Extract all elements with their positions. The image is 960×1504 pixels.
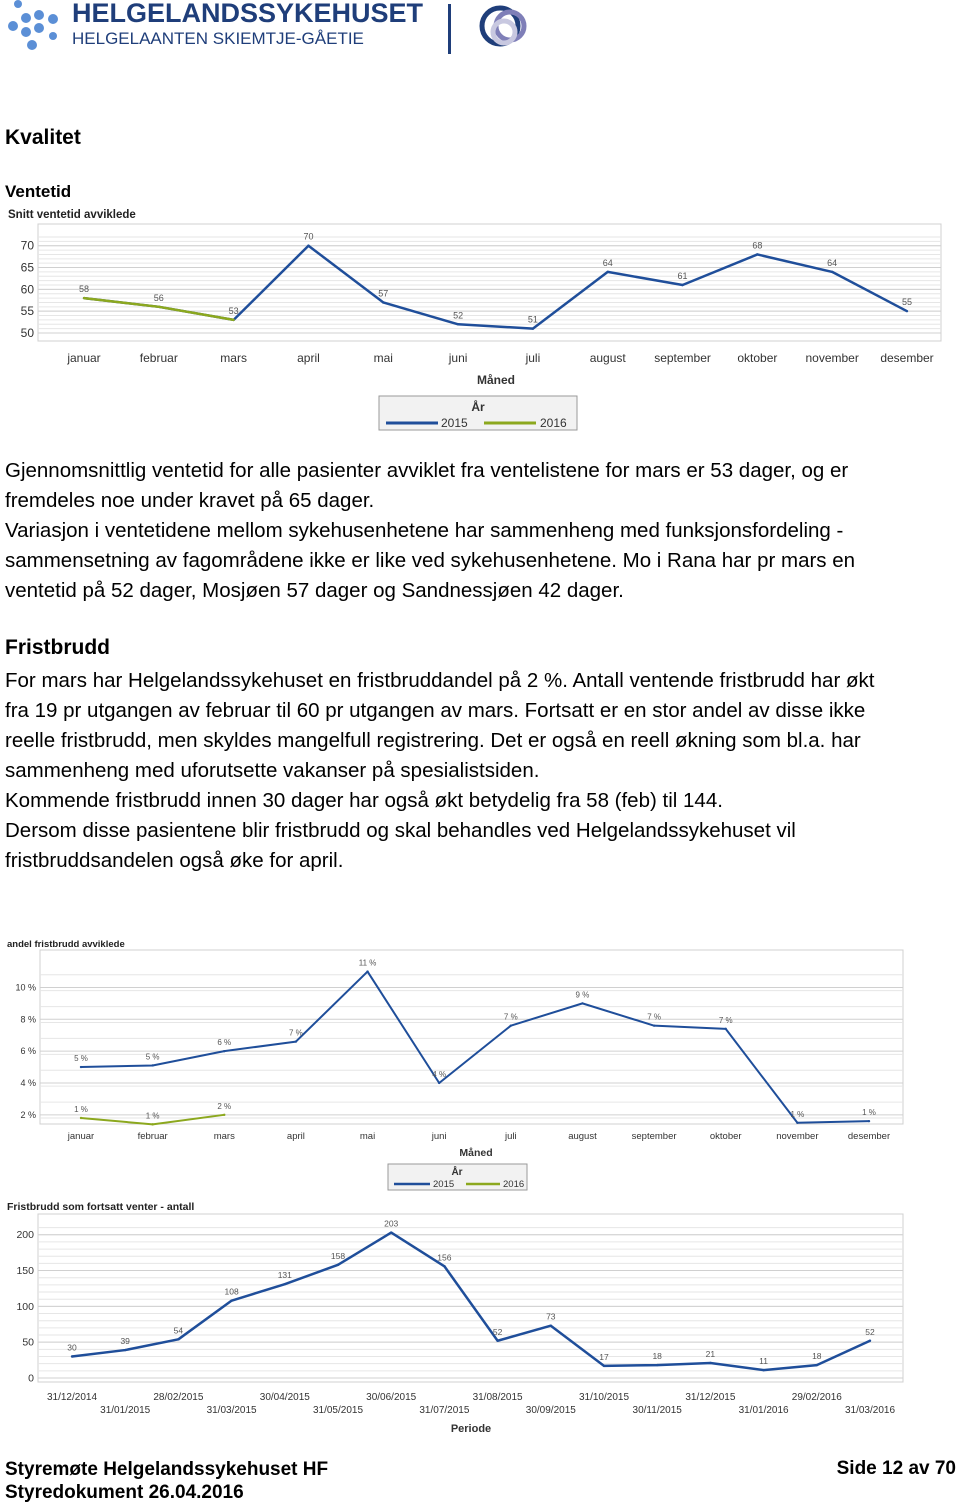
c1-data-point [607,271,609,273]
c2-x-tick-label: februar [137,1131,168,1142]
c2-data-point [223,1114,225,1116]
c1-y-tick-label: 50 [20,326,34,340]
c2-data-point [796,1122,798,1124]
c2-y-tick-label: 8 % [20,1014,36,1025]
c2-x-tick-label: mai [359,1131,376,1142]
text-line: For mars har Helgelandssykehuset en fristbruddandel på 2 %. Antall ventende fristbrudd har økt [5,669,875,692]
c2-data-point [223,1050,225,1052]
c2-data-point [366,970,368,972]
chart2-legend-label-2015: 2015 [433,1179,455,1190]
chart-snitt-ventetid [0,204,960,434]
c1-y-tick-label: 65 [20,260,34,275]
c2-plot-frame [40,950,903,1124]
chart2-title: andel fristbrudd avviklede [7,939,125,950]
c3-data-point [869,1340,871,1342]
c2-data-label: 7 % [718,1015,733,1025]
c1-data-point [831,271,833,273]
c2-data-label: 4 % [432,1069,447,1079]
c2-data-point [653,1024,655,1026]
c1-data-point [83,297,85,299]
c1-x-tick-label: mai [373,351,393,365]
c1-y-tick-label: 70 [20,238,34,253]
c1-x-tick-label: januar [67,351,101,365]
c2-data-label: 5 % [145,1052,160,1062]
c3-data-point [177,1338,179,1340]
chart1-legend-title: År [471,400,485,414]
c2-x-tick-label: november [776,1131,819,1142]
c3-data-point [496,1340,498,1342]
c3-x-tick-label: 29/02/2016 [791,1392,842,1403]
text-line: Variasjon i ventetidene mellom sykehusenhetene har sammenheng med funksjonsfordeling - [5,519,844,542]
chart2-xlabel: Måned [459,1147,493,1159]
c1-x-tick-label: april [297,351,320,365]
text-line: Gjennomsnittlig ventetid for alle pasienter avviklet fra ventelistene for mars er 53 dager, og er [5,459,849,482]
c2-y-tick-label: 2 % [20,1109,36,1120]
c3-data-label: 108 [224,1286,239,1297]
chart3-title: Fristbrudd som fortsatt venter - antall [7,1201,195,1213]
c2-x-tick-label: mars [213,1131,235,1142]
c1-x-tick-label: oktober [737,351,778,365]
c3-x-tick-label: 31/12/2015 [685,1392,736,1403]
c3-data-label: 39 [120,1336,130,1347]
c2-data-label: 1 % [790,1109,805,1119]
c2-x-tick-label: oktober [709,1131,742,1142]
chart3-xlabel: Periode [450,1423,492,1435]
c2-x-tick-label: desember [847,1131,891,1142]
c3-x-tick-label: 30/09/2015 [525,1405,576,1416]
org-name: HELGELANDSSYKEHUSET [72,0,424,28]
text-line: Kommende fristbrudd innen 30 dager har også økt betydelig fra 58 (feb) til 144. [5,789,723,812]
c2-data-point [151,1123,153,1125]
c2-data-point [868,1120,870,1122]
c3-data-point [656,1364,658,1366]
c2-x-tick-label: juli [505,1131,517,1142]
c1-data-label: 57 [378,288,389,299]
logo-dots-icon [8,0,58,50]
c1-data-label: 70 [303,231,314,242]
c3-data-point [443,1265,445,1267]
c2-x-tick-label: august [568,1131,597,1142]
text-line: Dersom disse pasientene blir fristbrudd og skal behandles ved Helgelandssykehuset vil [5,819,796,842]
c2-data-label: 7 % [503,1012,518,1022]
logo-divider [448,4,451,54]
c1-x-tick-label: desember [880,351,934,365]
c3-data-label: 158 [330,1250,346,1261]
c2-x-tick-label: juni [431,1131,447,1142]
c3-data-label: 52 [492,1326,503,1337]
c1-data-label: 52 [453,310,464,321]
text-line: reelle fristbrudd, men skyldes mangelfull registrering. Det er også en reell økning som bl.a. har [5,729,861,752]
text-line: fra 19 pr utgangen av februar til 60 pr utgangen av mars. Fortsatt er en stor andel av disse ikke [5,699,866,722]
c1-data-point [307,245,309,247]
chart-fristbrudd-venter [0,1196,960,1438]
c3-data-point [284,1283,286,1285]
c3-x-tick-label: 31/10/2015 [578,1392,630,1403]
c3-x-tick-label: 31/07/2015 [419,1405,470,1416]
c3-x-tick-label: 28/02/2015 [153,1392,204,1403]
c3-data-point [337,1264,339,1266]
fristbrudd-paragraph [5,666,960,876]
c1-data-label: 56 [153,292,164,303]
c1-data-label: 53 [228,305,239,316]
c3-data-label: 54 [173,1325,184,1336]
c1-y-tick-label: 55 [20,304,34,319]
c3-x-tick-label: 31/03/2016 [844,1405,896,1416]
c2-data-point [80,1117,82,1119]
footer-document: Styredokument 26.04.2016 [5,1482,244,1503]
c1-data-label: 55 [901,297,913,308]
ventetid-paragraph [5,456,960,606]
c3-data-label: 18 [812,1351,822,1362]
c3-data-label: 17 [599,1351,609,1362]
c2-data-point [151,1064,153,1066]
c3-data-point [816,1364,818,1366]
c3-data-point [709,1362,711,1364]
chart2-legend-label-2016: 2016 [503,1179,525,1190]
c2-y-tick-label: 10 % [15,982,36,993]
c2-data-label: 7 % [289,1028,303,1038]
c3-x-tick-label: 31/12/2014 [46,1392,98,1403]
c1-x-tick-label: juli [525,351,541,365]
c3-data-label: 203 [384,1218,399,1229]
c1-y-tick-label: 60 [20,282,34,297]
c3-data-label: 18 [652,1351,662,1362]
c3-x-tick-label: 31/01/2016 [738,1405,789,1416]
chart1-title: Snitt ventetid avviklede [8,209,136,221]
c3-data-label: 21 [705,1348,716,1359]
c2-data-label: 1 % [862,1108,876,1118]
c3-data-label: 131 [277,1270,292,1281]
c1-x-tick-label: februar [139,351,178,365]
chart1-legend [379,396,577,430]
c2-data-label: 1 % [74,1105,88,1114]
c3-data-point [603,1365,605,1367]
c2-x-tick-label: januar [67,1131,95,1142]
c1-data-point [906,310,908,312]
certification-seal-icon [482,8,524,44]
c1-x-tick-label: august [589,351,626,365]
c2-data-point [581,1002,583,1004]
c1-data-label: 68 [752,240,763,251]
c3-x-tick-label: 31/08/2015 [472,1392,523,1403]
chart-andel-fristbrudd [0,934,960,1194]
c3-x-tick-label: 30/11/2015 [632,1405,682,1416]
footer-meeting: Styremøte Helgelandssykehuset HF [5,1459,329,1480]
chart1-legend-label-2016: 2016 [540,416,567,430]
c2-data-point [725,1028,727,1030]
c3-data-label: 73 [546,1311,556,1322]
c3-y-tick-label: 150 [16,1265,34,1278]
chart1-xlabel: Måned [476,373,516,387]
c2-x-tick-label: april [286,1131,305,1142]
c1-x-tick-label: november [805,351,859,365]
c2-data-label: 1 % [145,1111,160,1121]
chart2-legend [388,1164,527,1190]
c1-data-point [232,319,234,321]
c2-data-label: 2 % [217,1101,232,1111]
c3-y-tick-label: 200 [16,1229,34,1242]
text-line: sammenheng med uforutsette vakanser på spesialistsiden. [5,759,540,782]
c1-data-point [681,284,683,286]
text-line: sammensetning av fagområdene ikke er like ved sykehusenhetene. Mo i Rana har pr mars en [5,549,856,572]
c2-data-label: 11 % [358,958,377,968]
c3-x-tick-label: 31/01/2015 [100,1405,151,1416]
c2-data-point [80,1066,82,1068]
c3-y-tick-label: 50 [22,1336,34,1349]
c2-y-tick-label: 4 % [20,1077,36,1088]
c3-data-label: 11 [759,1356,769,1367]
c1-data-point [756,253,758,255]
c2-data-point [438,1082,440,1084]
footer-left [5,1458,328,1504]
c2-data-point [510,1024,512,1026]
c3-data-label: 156 [437,1252,452,1263]
text-line: fremdeles noe under kravet på 65 dager. [5,489,375,512]
c2-series-line [81,972,869,1123]
c3-data-point [71,1355,73,1357]
section-heading-kvalitet: Kvalitet [5,126,81,149]
text-line: ventetid på 52 dager, Mosjøen 57 dager og Sandnessjøen 42 dager. [5,579,624,602]
section-heading-fristbrudd: Fristbrudd [5,636,110,659]
org-subname: HELGELAANTEN SKIEMTJE-GÅETIE [72,29,364,48]
c1-data-point [382,301,384,303]
c2-data-label: 6 % [217,1038,232,1048]
c3-x-tick-label: 31/03/2015 [206,1405,257,1416]
c3-data-point [390,1231,392,1233]
c1-data-label: 58 [78,284,90,295]
c1-data-label: 61 [677,271,688,281]
c1-data-label: 64 [602,257,613,268]
c1-x-tick-label: juni [448,351,468,365]
c1-data-label: 51 [527,314,538,325]
c1-data-point [532,327,534,329]
c2-data-label: 9 % [575,990,590,1000]
text-line: fristbruddsandelen også øke for april. [5,849,344,872]
footer-page-number: Side 12 av 70 [836,1458,956,1479]
c2-y-tick-label: 6 % [20,1046,36,1057]
chart2-legend-title: År [451,1167,463,1178]
c3-data-label: 52 [865,1326,875,1337]
c1-data-point [457,323,459,325]
c2-data-point [295,1040,297,1042]
chart1-legend-label-2015: 2015 [441,416,468,430]
c2-data-label: 7 % [647,1012,661,1022]
c3-data-point [124,1349,126,1351]
c3-x-tick-label: 30/04/2015 [259,1392,310,1403]
c1-data-label: 64 [827,257,838,268]
c3-y-tick-label: 100 [16,1300,34,1313]
c2-x-tick-label: september [631,1131,677,1142]
c1-x-tick-label: mars [220,351,247,365]
c3-data-point [550,1325,552,1327]
c3-data-point [230,1299,232,1301]
c1-data-point [158,306,160,308]
c2-data-label: 5 % [74,1054,88,1064]
c3-x-tick-label: 31/05/2015 [312,1405,364,1416]
c3-y-tick-label: 0 [28,1372,34,1385]
organization-logo [4,0,534,60]
c3-x-tick-label: 30/06/2015 [366,1392,417,1403]
c1-x-tick-label: september [654,351,711,365]
c3-data-label: 30 [67,1342,77,1353]
subheading-ventetid: Ventetid [5,182,72,201]
c3-data-point [762,1369,764,1371]
